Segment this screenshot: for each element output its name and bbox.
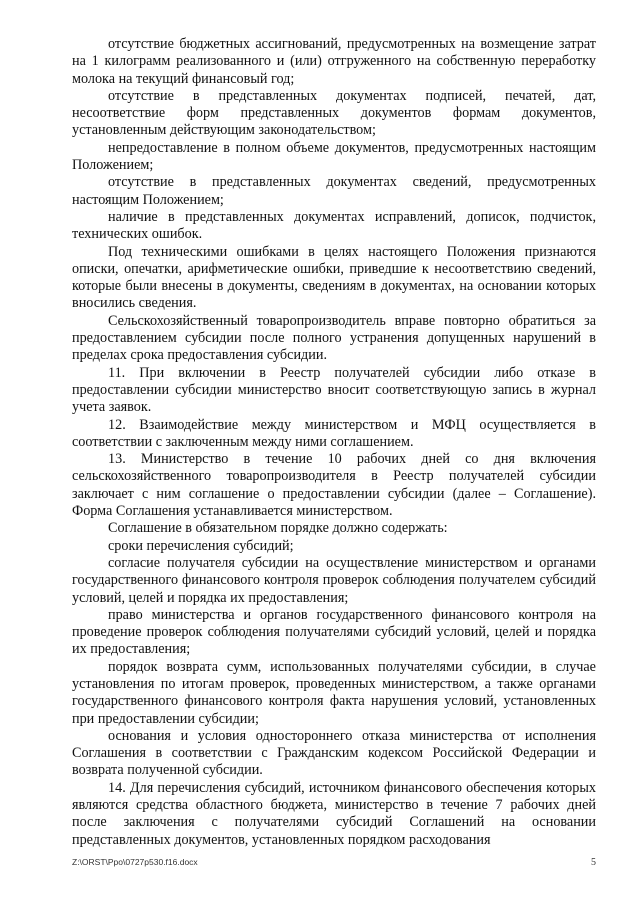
body-text	[72, 36, 596, 849]
paragraph: отсутствие в представленных документах подписей, печатей, дат, несоответствие форм представленных документов формам документов, установленным действующим законодательством;	[72, 87, 596, 139]
paragraph: основания и условия одностороннего отказа министерства от исполнения Соглашения в соответствии с Гражданским кодексом Российской Федерации и возврата полученной субсидии.	[72, 727, 596, 779]
paragraph: сроки перечисления субсидий;	[108, 537, 294, 554]
paragraph: наличие в представленных документах исправлений, дописок, подчисток, технических ошибок.	[72, 208, 596, 243]
paragraph: отсутствие бюджетных ассигнований, предусмотренных на возмещение затрат на 1 килограмм реализованного и (или) отгруженного на собственную переработку молока на текущий финансовый год;	[72, 36, 596, 87]
footer-file-path: Z:\ORST\Ppo\0727p530.f16.docx	[72, 857, 198, 867]
page-footer	[72, 857, 596, 871]
paragraph: порядок возврата сумм, использованных получателями субсидии, в случае установления по итогам проверок, проведенных министерством, а также органами государственного финансового контроля факта нарушения условий, установленных при предоставлении субсидии;	[72, 658, 596, 727]
paragraph: право министерства и органов государственного финансового контроля на проведение проверок соблюдения получателями субсидий условий, целей и порядка их предоставления;	[72, 606, 596, 658]
paragraph: Под техническими ошибками в целях настоящего Положения признаются описки, опечатки, арифметические ошибки, приведшие к несоответствию сведений, которые были внесены в документы, сведениям в документах, на основании которых вносились сведения.	[72, 243, 596, 312]
page-number: 5	[591, 857, 596, 868]
paragraph: согласие получателя субсидии на осуществление министерством и органами государственного финансового контроля проверок соблюдения получателем субсидий условий, целей и порядка их предоставления;	[72, 554, 596, 606]
paragraph: 12. Взаимодействие между министерством и МФЦ осуществляется в соответствии с заключенным между ними соглашением.	[72, 416, 596, 450]
paragraph: 11. При включении в Реестр получателей субсидии либо отказе в предоставлении субсидии министерство вносит соответствующую запись в журнал учета заявок.	[72, 364, 596, 416]
paragraph: непредоставление в полном объеме документов, предусмотренных настоящим Положением;	[72, 139, 596, 174]
paragraph: Соглашение в обязательном порядке должно содержать:	[108, 520, 448, 537]
paragraph: 14. Для перечисления субсидий, источником финансового обеспечения которых являются средства областного бюджета, министерство в течение 7 рабочих дней после заключения с получателями субсидий Соглашений на основании представленных документов, установленных порядком расходования	[72, 779, 596, 848]
paragraph: отсутствие в представленных документах сведений, предусмотренных настоящим Положением;	[72, 174, 596, 208]
paragraph: Сельскохозяйственный товаропроизводитель вправе повторно обратиться за предоставлением субсидии после полного устранения допущенных нарушений в пределах срока предоставления субсидии.	[72, 312, 596, 364]
paragraph: 13. Министерство в течение 10 рабочих дней со дня включения сельскохозяйственного товаропроизводителя в Реестр получателей субсидии заключает с ним соглашение о предоставлении субсидии (далее – Соглашение). Форма Соглашения устанавливается министерством.	[72, 451, 596, 520]
